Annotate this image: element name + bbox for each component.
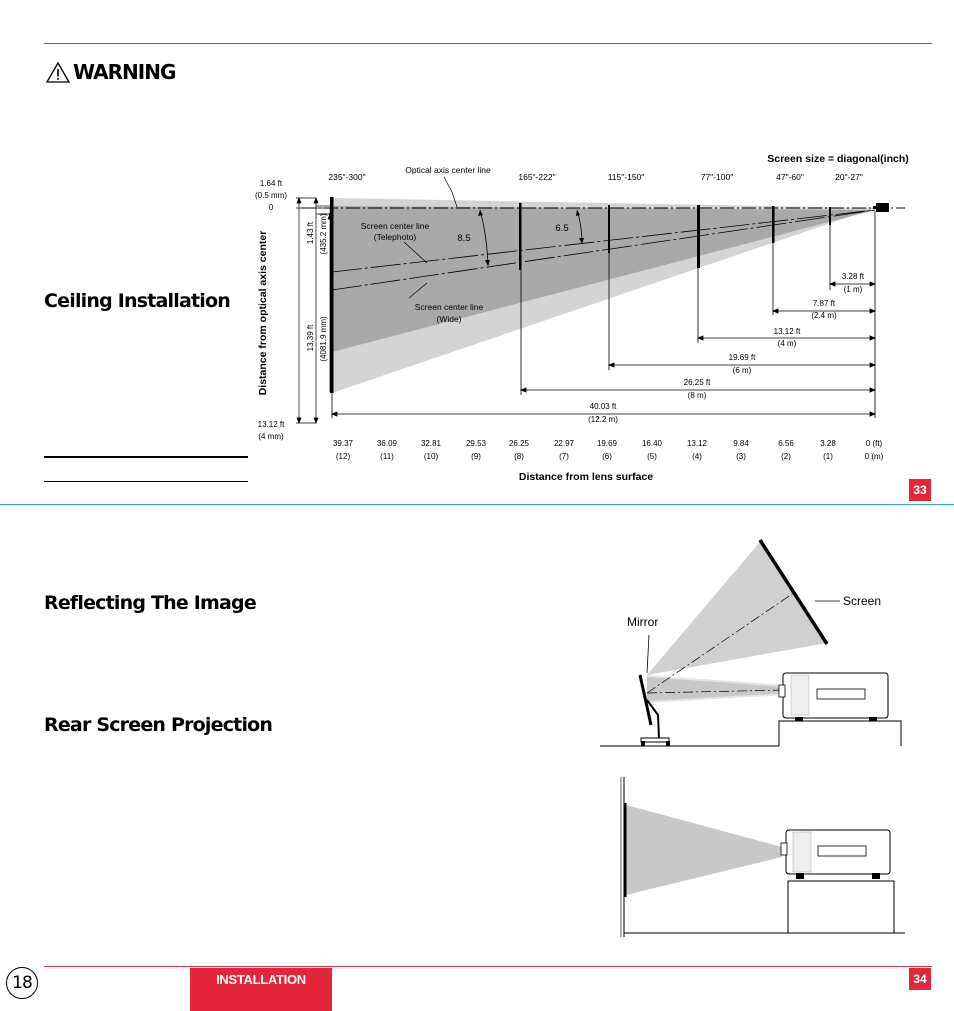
projector-icon bbox=[779, 673, 888, 721]
distance-label: (4 m) bbox=[777, 339, 797, 348]
top-offset-label: (0.5 mm) bbox=[255, 191, 287, 200]
axis-tick-m: 0 (m) bbox=[864, 452, 884, 461]
reflecting-image-heading: Reflecting The Image bbox=[44, 592, 256, 614]
distance-label: (2.4 m) bbox=[811, 311, 837, 320]
wide-angle-value: 8.5 bbox=[457, 233, 471, 244]
tele-angle-value: 6.5 bbox=[555, 223, 569, 234]
large-height-label: (4081.9 mm) bbox=[319, 316, 328, 362]
axis-tick-m: (3) bbox=[736, 452, 746, 461]
wide-label: (Wide) bbox=[436, 314, 462, 324]
installation-tab: INSTALLATION bbox=[190, 968, 332, 1011]
axis-tick-m: (4) bbox=[692, 452, 702, 461]
axis-tick-m: (12) bbox=[335, 452, 351, 461]
distance-label: 13.12 ft bbox=[773, 327, 801, 336]
small-height-label: 1.43 ft bbox=[306, 221, 315, 245]
axis-tick-ft: 9.84 bbox=[733, 439, 749, 448]
axis-tick-ft: 36.09 bbox=[376, 439, 398, 448]
top-offset-label: 0 bbox=[268, 203, 274, 212]
distance-label: (12.2 m) bbox=[588, 415, 618, 424]
axis-tick-m: (8) bbox=[514, 452, 524, 461]
projector-icon bbox=[781, 830, 890, 879]
telephoto-label: Screen center line bbox=[360, 221, 430, 231]
axis-tick-m: (6) bbox=[602, 452, 612, 461]
optical-axis-label: Optical axis center line bbox=[405, 165, 491, 175]
distance-label: (1 m) bbox=[843, 285, 863, 294]
distance-label: (8 m) bbox=[687, 391, 707, 400]
telephoto-label: (Telephoto) bbox=[373, 232, 417, 242]
distance-axis-caption: Distance from lens surface bbox=[518, 471, 654, 483]
top-offset-label: 1.64 ft bbox=[259, 179, 283, 188]
axis-tick-ft: 39.37 bbox=[332, 439, 354, 448]
distance-label: 3.28 ft bbox=[841, 272, 865, 281]
wide-label: Screen center line bbox=[414, 302, 484, 312]
page-number: 18 bbox=[6, 967, 38, 999]
bottom-offset-label: (4 mm) bbox=[258, 432, 284, 441]
axis-tick-ft: 26.25 bbox=[508, 439, 530, 448]
reflected-beam bbox=[647, 542, 827, 675]
axis-tick-m: (10) bbox=[423, 452, 439, 461]
page-33-badge: 33 bbox=[909, 479, 931, 501]
axis-tick-ft: 16.40 bbox=[641, 439, 663, 448]
axis-tick-m: (7) bbox=[559, 452, 569, 461]
axis-tick-ft: 0 (ft) bbox=[865, 439, 883, 448]
screen-label: Screen bbox=[843, 594, 882, 608]
distance-label: (6 m) bbox=[732, 366, 752, 375]
axis-tick-ft: 19.69 bbox=[596, 439, 618, 448]
distance-axis-m bbox=[336, 452, 884, 461]
axis-tick-m: (5) bbox=[647, 452, 657, 461]
screen-size-label: 115"-150" bbox=[607, 172, 645, 182]
page-34-badge: 34 bbox=[909, 968, 931, 990]
small-height-label: (435.2 mm) bbox=[319, 213, 328, 255]
distance-axis-ft bbox=[333, 439, 883, 448]
warning-title: WARNING bbox=[73, 60, 176, 84]
mirror-reflection-figure bbox=[595, 535, 910, 750]
axis-tick-ft: 6.56 bbox=[778, 439, 794, 448]
projector-icon bbox=[873, 203, 889, 212]
distance-label: 40.03 ft bbox=[589, 402, 617, 411]
bottom-offset-label: 13.12 ft bbox=[257, 420, 285, 429]
large-height-label: 13.39 ft bbox=[306, 324, 315, 352]
ceiling-projection-diagram bbox=[0, 0, 954, 500]
axis-tick-m: (9) bbox=[471, 452, 481, 461]
axis-tick-ft: 22.97 bbox=[553, 439, 575, 448]
screen-size-label: 47"-60" bbox=[776, 172, 804, 182]
axis-tick-ft: 13.12 bbox=[686, 439, 708, 448]
screen-size-label: 77"-100" bbox=[700, 172, 734, 182]
distance-label: 19.69 ft bbox=[728, 353, 756, 362]
screen-size-label: 165"-222" bbox=[518, 172, 556, 182]
axis-tick-m: (1) bbox=[823, 452, 833, 461]
axis-tick-ft: 32.81 bbox=[420, 439, 442, 448]
rear-projection-beam bbox=[626, 805, 782, 895]
axis-tick-m: (11) bbox=[380, 452, 394, 461]
screen-size-label: 235"-300" bbox=[328, 172, 366, 182]
axis-tick-ft: 29.53 bbox=[465, 439, 487, 448]
axis-tick-ft: 3.28 bbox=[820, 439, 836, 448]
mirror-label: Mirror bbox=[627, 615, 659, 629]
screen-size-caption: Screen size = diagonal(inch) bbox=[767, 153, 909, 165]
ceiling-installation-heading: Ceiling Installation bbox=[44, 290, 230, 312]
page-divider bbox=[0, 504, 954, 505]
screen-size-label: 20"-27" bbox=[835, 172, 863, 182]
rear-screen-projection-heading: Rear Screen Projection bbox=[44, 714, 273, 736]
axis-tick-m: (2) bbox=[781, 452, 791, 461]
distance-label: 26.25 ft bbox=[683, 378, 711, 387]
distance-label: 7.87 ft bbox=[812, 299, 836, 308]
bottom-rule bbox=[44, 966, 932, 967]
rear-projection-figure bbox=[610, 775, 910, 940]
vertical-axis-label: Distance from optical axis center bbox=[257, 230, 269, 396]
